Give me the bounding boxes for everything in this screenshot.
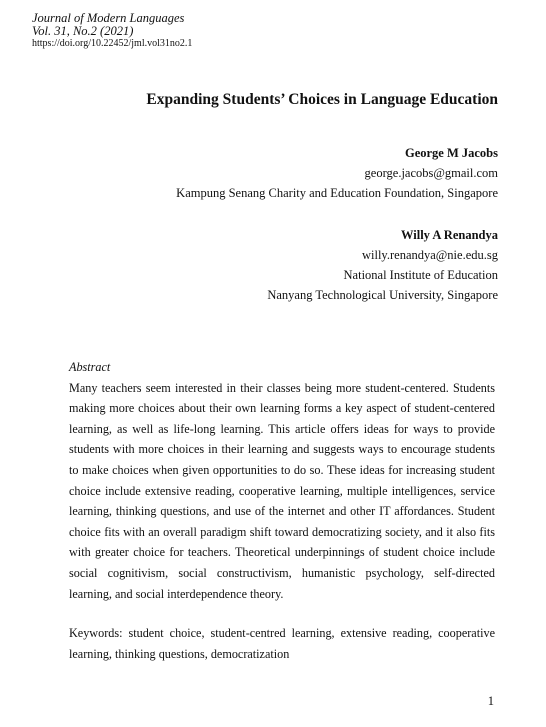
- abstract-heading: Abstract: [69, 360, 111, 374]
- page-number: 1: [487, 694, 494, 708]
- doi-link[interactable]: https://doi.org/10.22452/jml.vol31no2.1: [32, 38, 193, 49]
- keywords-label: Keywords:: [69, 626, 123, 640]
- author-name: George M Jacobs: [404, 146, 498, 160]
- author-block-2: [267, 225, 498, 305]
- keywords-text: student choice, student-centred learning, extensive reading, cooperative learning, thinking questions, democratization: [69, 626, 495, 661]
- abstract-text: Many teachers seem interested in their classes being more student-centered. Students making more choices about their own learning forms a key aspect of student-centered learning, as well as life-long learning. This article offers ideas for ways to provide students with more choices in their learning and suggests ways to encourage students to make choices when given opportunities to do so. These ideas for increasing student choice include extensive reading, cooperative learning, multiple intelligences, service learning, thinking questions, and use of the internet and other IT affordances. Student choice fits with an overall paradigm shift toward democratizing society, and it also fits with greater choice for teachers. Theoretical underpinnings of student choice include social cognitivism, social constructivism, humanistic psychology, self-directed learning, and social interdependence theory.: [69, 380, 495, 601]
- abstract-section: [69, 357, 495, 604]
- author-affiliation: Kampung Senang Charity and Education Foundation, Singapore: [176, 186, 498, 200]
- journal-header: [32, 12, 192, 50]
- author-affiliation: Nanyang Technological University, Singapore: [267, 288, 498, 302]
- author-email[interactable]: george.jacobs@gmail.com: [364, 166, 498, 180]
- journal-volume: Vol. 31, No.2 (2021): [32, 24, 134, 38]
- paper-title: Expanding Students’ Choices in Language Education: [146, 91, 498, 108]
- author-block-1: [176, 143, 498, 203]
- keywords-section: [69, 623, 495, 664]
- author-name: Willy A Renandya: [400, 228, 498, 242]
- journal-name: Journal of Modern Languages: [32, 11, 185, 25]
- author-email[interactable]: willy.renandya@nie.edu.sg: [361, 248, 498, 262]
- author-affiliation: National Institute of Education: [343, 268, 498, 282]
